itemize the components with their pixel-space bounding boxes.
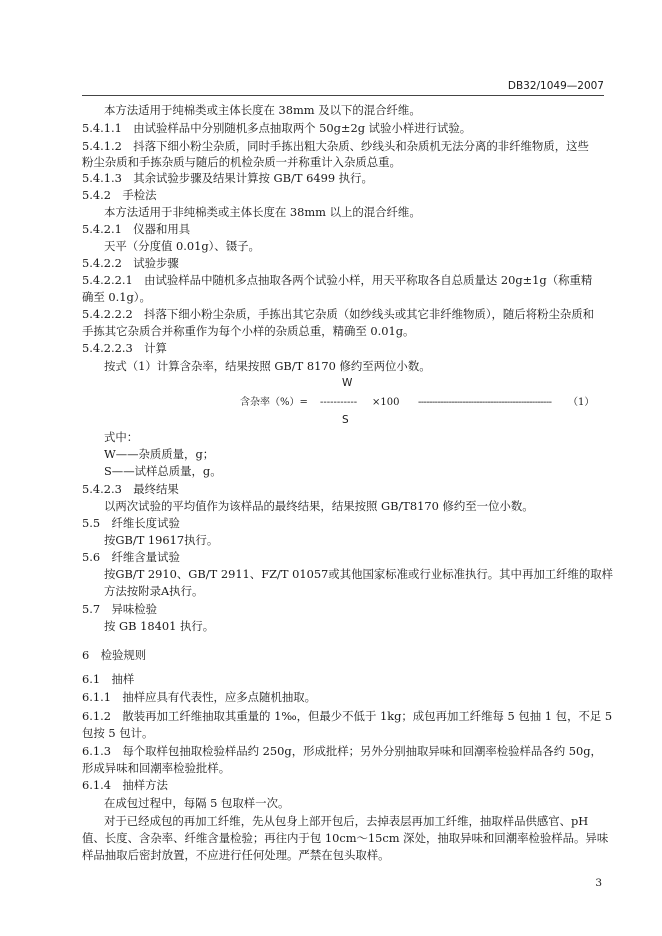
paragraph-continuation: 方法按附录A执行。 xyxy=(104,584,204,598)
paragraph: 式中： xyxy=(104,430,139,444)
paragraph-continuation: 确至 0.1g）。 xyxy=(82,290,151,304)
paragraph: 以两次试验的平均值作为该样品的最终结果，结果按照 GB/T8170 修约至一位小数。 xyxy=(104,499,534,513)
heading-5-4-2-2-3: 5.4.2.2.3 计算 xyxy=(82,341,167,355)
formula-denominator: S xyxy=(342,414,349,426)
paragraph-continuation: 样品抽取后密封放置，不应进行任何处理。严禁在包头取样。 xyxy=(82,848,390,862)
paragraph-continuation: 包按 5 包计。 xyxy=(82,726,154,740)
heading-5-5: 5.5 纤维长度试验 xyxy=(82,516,180,530)
paragraph: 按GB/T 2910、GB/T 2911、FZ/T 01057或其他国家标准或行业标准执行。其中再加工纤维的取样 xyxy=(104,567,614,581)
paragraph-continuation: 手拣其它杂质合并称重作为每个小样的杂质总重，精确至 0.01g。 xyxy=(82,324,415,338)
paragraph: 按 GB 18401 执行。 xyxy=(104,619,215,633)
heading-5-4-2: 5.4.2 手检法 xyxy=(82,188,157,202)
heading-5-7: 5.7 异味检验 xyxy=(82,602,158,616)
clause-6-1-1: 6.1.1 抽样应具有代表性，应多点随机抽取。 xyxy=(82,690,317,704)
paragraph: 按GB/T 19617执行。 xyxy=(104,533,219,547)
paragraph: 本方法适用于纯棉类或主体长度在 38mm 及以下的混合纤维。 xyxy=(104,103,421,117)
paragraph-continuation: 值、长度、含杂率、纤维含量检验；再往内于包 10cm～15cm 深处，抽取异味和回潮率检验样品。异味 xyxy=(82,831,609,845)
formula-equation-number: （1） xyxy=(568,397,595,408)
clause-5-4-1-1: 5.4.1.1 由试验样品中分别随机多点抽取两个 50g±2g 试验小样进行试验。 xyxy=(82,121,472,135)
clause-6-1-2: 6.1.2 散装再加工纤维抽取其重量的 1‰，但最少不低于 1kg；成包再加工纤维每 5 包抽 1 包，不足 5 xyxy=(82,709,613,723)
heading-5-4-2-2: 5.4.2.2 试验步骤 xyxy=(82,256,179,270)
heading-6-1: 6.1 抽样 xyxy=(82,672,135,686)
paragraph: 本方法适用于非纯棉类或主体长度在 38mm 以上的混合纤维。 xyxy=(104,205,421,219)
clause-5-4-1-2: 5.4.1.2 抖落下细小粉尘杂质，同时手拣出粗大杂质、纱线头和杂质机无法分离的非纤维物质，这些 xyxy=(82,139,589,153)
formula-leader: ------------------------------------------------ xyxy=(418,397,552,408)
paragraph: 天平（分度值 0.01g）、镊子。 xyxy=(104,239,260,253)
variable-definition: S——试样总质量，g。 xyxy=(104,464,222,478)
page-number: 3 xyxy=(595,877,602,889)
formula-lhs: 含杂率（%）= xyxy=(240,397,308,408)
paragraph-continuation: 形成异味和回潮率检验批样。 xyxy=(82,761,231,775)
paragraph: 在成包过程中，每隔 5 包取样一次。 xyxy=(104,796,290,810)
clause-5-4-2-2-2: 5.4.2.2.2 抖落下细小粉尘杂质，手拣出其它杂质（如纱线头或其它非纤维物质），随后将粉尘杂质和 xyxy=(82,307,595,321)
clause-5-4-2-2-1: 5.4.2.2.1 由试验样品中随机多点抽取各两个试验小样，用天平称取各自总质量达 20g±1g（称重精 xyxy=(82,273,593,287)
formula-fraction-line: ----------- xyxy=(320,397,358,408)
header-divider xyxy=(82,95,604,96)
document-code: DB32/1049—2007 xyxy=(507,80,604,92)
heading-5-6: 5.6 纤维含量试验 xyxy=(82,550,180,564)
paragraph: 对于已经成包的再加工纤维，先从包身上部开包后，去掉表层再加工纤维，抽取样品供感官、pH xyxy=(104,814,589,828)
formula-numerator: W xyxy=(342,377,353,389)
heading-6-1-4: 6.1.4 抽样方法 xyxy=(82,778,168,792)
heading-5-4-2-1: 5.4.2.1 仪器和用具 xyxy=(82,222,191,236)
clause-5-4-1-3: 5.4.1.3 其余试验步骤及结果计算按 GB/T 6499 执行。 xyxy=(82,171,373,185)
variable-definition: W——杂质质量，g； xyxy=(104,447,215,461)
formula-multiplier: ×100 xyxy=(372,397,400,408)
paragraph-continuation: 粉尘杂质和手拣杂质与随后的机检杂质一并称重计入杂质总重。 xyxy=(82,155,401,169)
heading-6: 6 检验规则 xyxy=(82,648,147,662)
heading-5-4-2-3: 5.4.2.3 最终结果 xyxy=(82,482,179,496)
clause-6-1-3: 6.1.3 每个取样包抽取检验样品约 250g，形成批样；另外分别抽取异味和回潮率检验样品各约 50g， xyxy=(82,744,602,758)
paragraph: 按式（1）计算含杂率，结果按照 GB/T 8170 修约至两位小数。 xyxy=(104,359,431,373)
